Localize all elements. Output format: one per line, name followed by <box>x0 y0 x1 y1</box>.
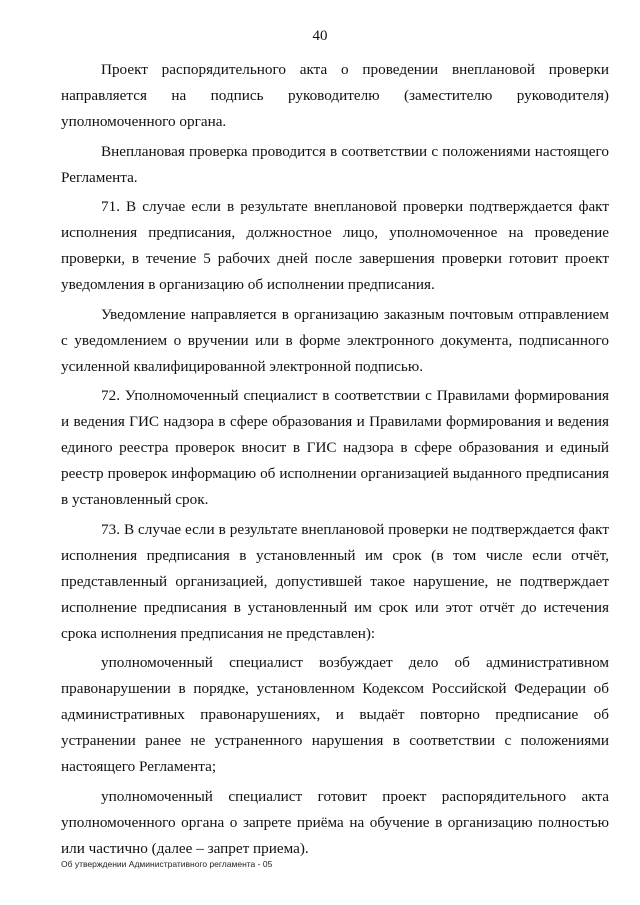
document-body <box>61 57 609 865</box>
paragraph-unscheduled-inspection: Внеплановая проверка проводится в соответствии с положениями настоящего Регламента. <box>61 142 609 186</box>
document-footer: Об утверждении Административного регламента - 05 <box>61 859 273 869</box>
paragraph-72: 72. Уполномоченный специалист в соответствии с Правилами формирования и ведения ГИС надзора в сфере образования и Правилами формирования и ведения единого реестра проверок вносит в ГИС надзора в сфере образования и единый реестр проверок информацию об исполнении организацией выданного предписания в установленный срок. <box>61 387 609 508</box>
paragraph-73-item-administrative-case: уполномоченный специалист возбуждает дело об административном правонарушении в порядке, установленном Кодексом Российской Федерации об административных правонарушениях, и выдаёт повторно предписание об устранении ранее не устраненного нарушения в соответствии с положениями настоящего Регламента; <box>61 654 609 775</box>
paragraph-71: 71. В случае если в результате внеплановой проверки подтверждается факт исполнения предписания, должностное лицо, уполномоченное на проведение проверки, в течение 5 рабочих дней после завершения проверки готовит проект уведомления в организацию об исполнении предписания. <box>61 198 609 293</box>
paragraph-notification: Уведомление направляется в организацию заказным почтовым отправлением с уведомлением о вручении или в форме электронного документа, подписанного усиленной квалифицированной электронной подписью. <box>61 305 609 375</box>
page-number: 40 <box>312 28 328 44</box>
paragraph-project-signature: Проект распорядительного акта о проведении внеплановой проверки направляется на подпись руководителю (заместителю руководителя) уполномоченного органа. <box>61 61 609 130</box>
paragraph-73: 73. В случае если в результате внеплановой проверки не подтверждается факт исполнения предписания в установленный им срок (в том числе если отчёт, представленный организацией, допустившей такое нарушение, не подтверждает исполнение предписания в установленный им срок или этот отчёт до истечения срока исполнения предписания не представлен): <box>61 520 609 642</box>
paragraph-73-item-admission-ban: уполномоченный специалист готовит проект распорядительного акта уполномоченного органа о запрете приёма на обучение в организацию полностью или частично (далее – запрет приема). <box>61 787 609 857</box>
